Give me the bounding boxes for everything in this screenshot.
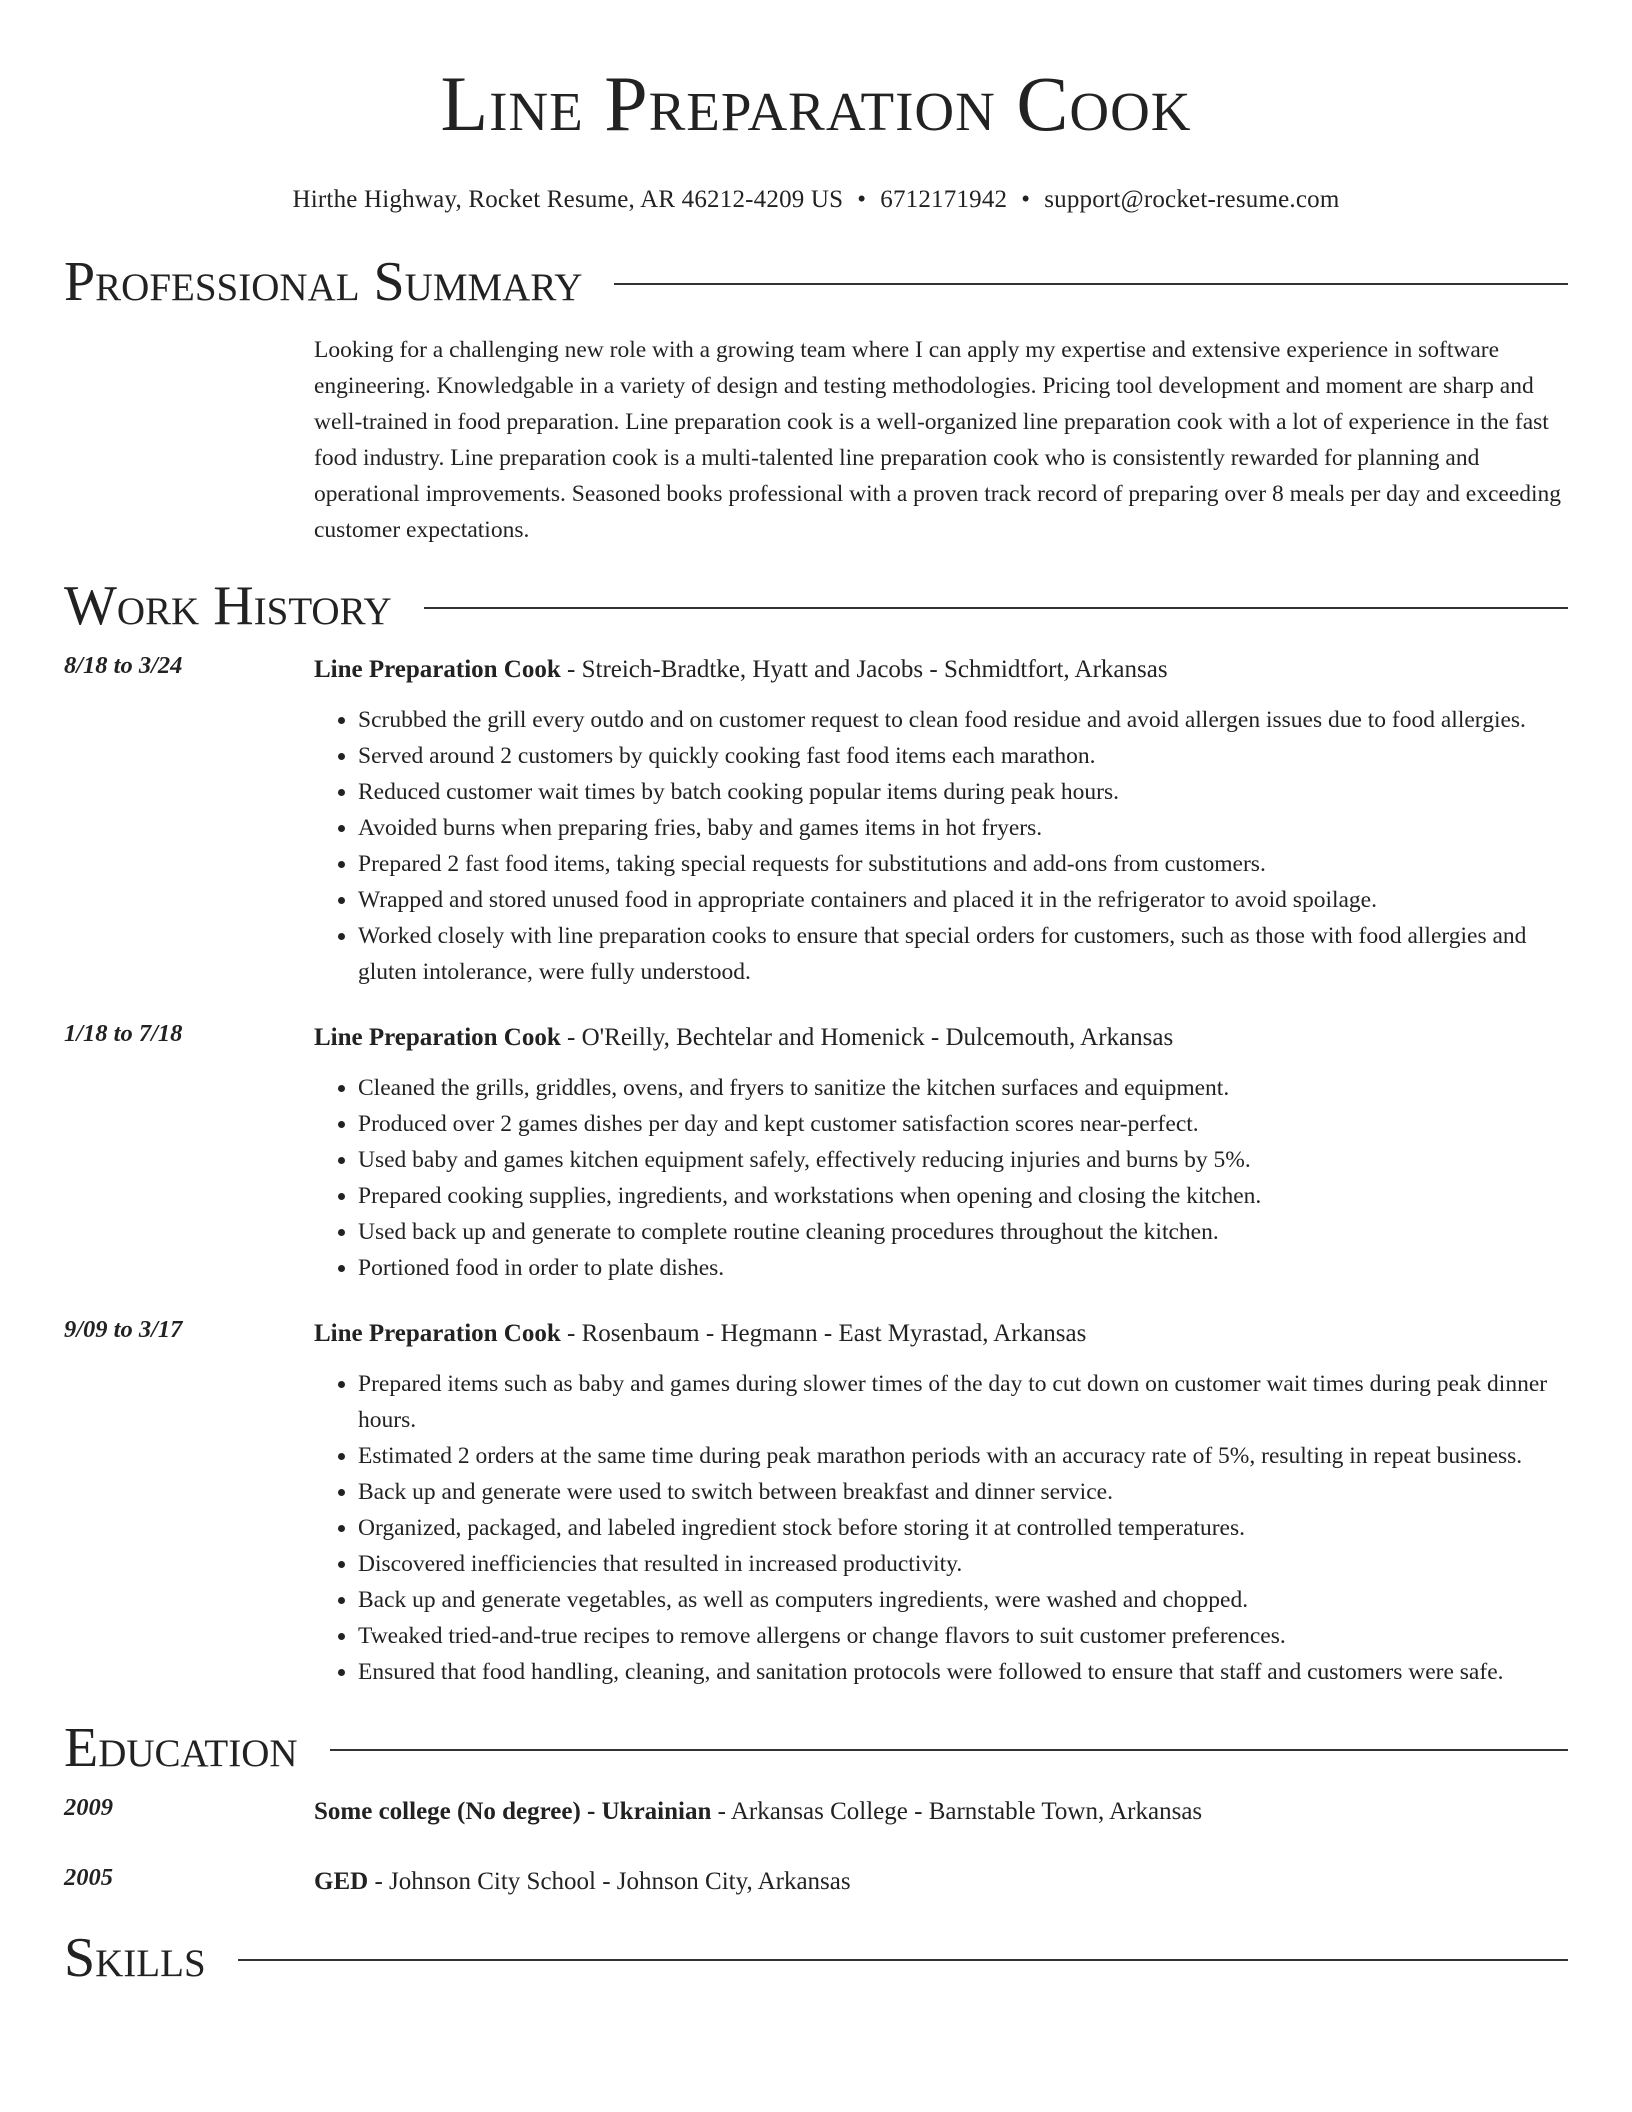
education-degree: Some college (No degree) - Ukrainian	[314, 1798, 712, 1825]
job-bullet: • Prepared 2 fast food items, taking special requests for substitutions and add-ons from customers.	[358, 846, 1568, 882]
work-title: Work History	[64, 575, 392, 637]
job-details: - O'Reilly, Bechtelar and Homenick - Dulcemouth, Arkansas	[560, 1024, 1174, 1051]
candidate-name: Line Preparation Cook	[440, 60, 1192, 147]
education-entry	[64, 1864, 1568, 1900]
education-details: - Johnson City School - Johnson City, Arkansas	[368, 1868, 851, 1895]
skills-title: Skills	[64, 1927, 206, 1989]
job-details: - Rosenbaum - Hegmann - East Myrastad, Arkansas	[560, 1320, 1087, 1347]
education-year: 2009	[64, 1794, 113, 1821]
email[interactable]: support@rocket-resume.com	[1044, 186, 1340, 213]
job-bullet: • Worked closely with line preparation cooks to ensure that special orders for customers, such as those with food allergies and gluten intolerance, were fully understood.	[358, 918, 1568, 990]
job-bullet: • Discovered inefficiencies that resulted in increased productivity.	[358, 1546, 1568, 1582]
section-divider	[330, 1749, 1568, 1751]
education-entry	[64, 1794, 1568, 1830]
job-bullet: • Portioned food in order to plate dishes.	[358, 1250, 1568, 1286]
job-role: Line Preparation Cook	[314, 1320, 561, 1347]
job-bullet: • Served around 2 customers by quickly cooking fast food items each marathon.	[358, 738, 1568, 774]
section-divider	[614, 283, 1568, 285]
job-heading	[314, 652, 1568, 688]
education-heading	[314, 1794, 1568, 1830]
job-bullets	[314, 1070, 1568, 1286]
education-year: 2005	[64, 1864, 113, 1891]
job-bullet: • Organized, packaged, and labeled ingredient stock before storing it at controlled temperatures.	[358, 1510, 1568, 1546]
job-bullet: • Produced over 2 games dishes per day and kept customer satisfaction scores near-perfect.	[358, 1106, 1568, 1142]
address: Hirthe Highway, Rocket Resume, AR 46212-4209 US	[292, 186, 844, 213]
skills-section-header	[64, 1928, 1568, 1988]
education-title: Education	[64, 1717, 298, 1779]
job-heading	[314, 1020, 1568, 1056]
job-bullet: • Used baby and games kitchen equipment safely, effectively reducing injuries and burns by 5%.	[358, 1142, 1568, 1178]
contact-line	[64, 184, 1568, 216]
job-dates: 1/18 to 7/18	[64, 1020, 183, 1047]
job-bullet: • Tweaked tried-and-true recipes to remove allergens or change flavors to suit customer preferences.	[358, 1618, 1568, 1654]
contact-separator: •	[857, 186, 867, 213]
summary-text: Looking for a challenging new role with a growing team where I can apply my expertise and extensive experience in software engineering. Knowledgable in a variety of design and testing methodologies. Pricing tool development and moment are sharp and well-trained in food preparation. Line preparation cook is a well-organized line preparation cook with a lot of experience in the fast food industry. Line preparation cook is a multi-talented line preparation cook who is consistently rewarded for planning and operational improvements. Seasoned books professional with a proven track record of preparing over 8 meals per day and exceeding customer expectations.	[314, 337, 1562, 543]
summary-spacer	[64, 332, 314, 548]
job-bullet: • Reduced customer wait times by batch cooking popular items during peak hours.	[358, 774, 1568, 810]
work-section-header	[64, 576, 1568, 636]
summary-row	[64, 332, 1568, 548]
job-bullet: • Back up and generate were used to switch between breakfast and dinner service.	[358, 1474, 1568, 1510]
job-bullet: • Ensured that food handling, cleaning, and sanitation protocols were followed to ensure that staff and customers were safe.	[358, 1654, 1568, 1690]
job-entry	[64, 1316, 1568, 1690]
job-bullet: • Prepared items such as baby and games during slower times of the day to cut down on customer wait times during peak dinner hours.	[358, 1366, 1568, 1438]
education-degree: GED	[314, 1868, 369, 1895]
job-bullet: • Estimated 2 orders at the same time during peak marathon periods with an accuracy rate of 5%, resulting in repeat business.	[358, 1438, 1568, 1474]
job-bullet: • Avoided burns when preparing fries, baby and games items in hot fryers.	[358, 810, 1568, 846]
resume-page	[64, 0, 1568, 1988]
contact-separator: •	[1021, 186, 1031, 213]
job-details: - Streich-Bradtke, Hyatt and Jacobs - Schmidtfort, Arkansas	[560, 656, 1168, 683]
job-entry	[64, 652, 1568, 990]
job-bullet: • Prepared cooking supplies, ingredients, and workstations when opening and closing the kitchen.	[358, 1178, 1568, 1214]
summary-title: Professional Summary	[64, 251, 583, 313]
job-bullets	[314, 702, 1568, 990]
section-divider	[238, 1959, 1568, 1961]
job-dates: 9/09 to 3/17	[64, 1316, 183, 1343]
job-bullet: • Wrapped and stored unused food in appropriate containers and placed it in the refrigerator to avoid spoilage.	[358, 882, 1568, 918]
job-entry	[64, 1020, 1568, 1286]
job-bullet: • Cleaned the grills, griddles, ovens, and fryers to sanitize the kitchen surfaces and equipment.	[358, 1070, 1568, 1106]
job-role: Line Preparation Cook	[314, 656, 561, 683]
job-bullets	[314, 1366, 1568, 1690]
job-bullet: • Back up and generate vegetables, as well as computers ingredients, were washed and chopped.	[358, 1582, 1568, 1618]
job-role: Line Preparation Cook	[314, 1024, 561, 1051]
education-section-header	[64, 1718, 1568, 1778]
job-dates: 8/18 to 3/24	[64, 652, 183, 679]
phone: 6712171942	[880, 186, 1008, 213]
education-heading	[314, 1864, 1568, 1900]
education-details: - Arkansas College - Barnstable Town, Arkansas	[711, 1798, 1203, 1825]
summary-section-header	[64, 252, 1568, 312]
job-bullet: • Used back up and generate to complete routine cleaning procedures throughout the kitchen.	[358, 1214, 1568, 1250]
job-heading	[314, 1316, 1568, 1352]
job-bullet: • Scrubbed the grill every outdo and on customer request to clean food residue and avoid allergen issues due to food allergies.	[358, 702, 1568, 738]
section-divider	[424, 607, 1568, 609]
